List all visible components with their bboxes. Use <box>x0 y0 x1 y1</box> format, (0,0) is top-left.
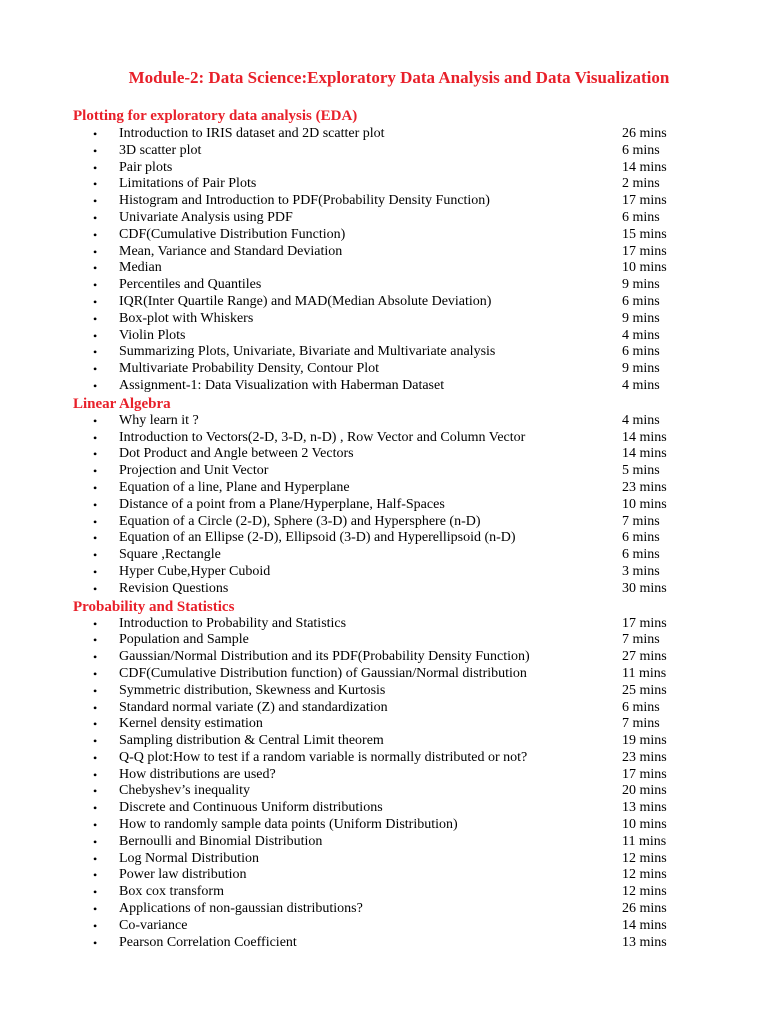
duration-text: 6 mins <box>622 293 660 309</box>
topic-text: Revision Questions <box>119 580 229 596</box>
list-item <box>0 901 768 918</box>
topic-text: Mean, Variance and Standard Deviation <box>119 243 343 259</box>
list-item <box>0 834 768 851</box>
bullet-icon: • <box>93 700 98 715</box>
bullet-icon: • <box>93 784 98 799</box>
list-item <box>0 480 768 497</box>
duration-text: 15 mins <box>622 226 667 242</box>
list-item <box>0 344 768 361</box>
bullet-icon: • <box>93 227 98 242</box>
duration-text: 3 mins <box>622 563 660 579</box>
topic-text: Why learn it ? <box>119 412 199 428</box>
page-title: Module-2: Data Science:Exploratory Data Analysis and Data Visualization <box>128 68 670 87</box>
list-item <box>0 817 768 834</box>
topic-text: Log Normal Distribution <box>119 850 259 866</box>
list-item <box>0 361 768 378</box>
bullet-icon: • <box>93 464 98 479</box>
topic-text: Dot Product and Angle between 2 Vectors <box>119 446 354 462</box>
topic-text: How distributions are used? <box>119 766 276 782</box>
bullet-icon: • <box>93 581 98 596</box>
duration-text: 13 mins <box>622 800 667 816</box>
bullet-icon: • <box>93 868 98 883</box>
bullet-icon: • <box>93 750 98 765</box>
topic-text: Limitations of Pair Plots <box>119 176 257 192</box>
duration-text: 17 mins <box>622 766 667 782</box>
topic-text: Q-Q plot:How to test if a random variable is normally distributed or not? <box>119 749 528 765</box>
duration-text: 23 mins <box>622 479 667 495</box>
duration-text: 7 mins <box>622 632 660 648</box>
list-item <box>0 126 768 143</box>
list-item <box>0 227 768 244</box>
list-item <box>0 700 768 717</box>
list-item <box>0 750 768 767</box>
list-item <box>0 581 768 598</box>
list-item <box>0 800 768 817</box>
duration-text: 6 mins <box>622 344 660 360</box>
duration-text: 6 mins <box>622 209 660 225</box>
duration-text: 12 mins <box>622 850 667 866</box>
topic-text: Univariate Analysis using PDF <box>119 209 293 225</box>
bullet-icon: • <box>93 834 98 849</box>
duration-text: 9 mins <box>622 277 660 293</box>
duration-text: 19 mins <box>622 733 667 749</box>
list-item <box>0 918 768 935</box>
topic-text: Introduction to Vectors(2-D, 3-D, n-D) , Row Vector and Column Vector <box>119 429 526 445</box>
bullet-icon: • <box>93 294 98 309</box>
duration-text: 11 mins <box>622 665 667 681</box>
list-item <box>0 683 768 700</box>
list-item <box>0 783 768 800</box>
duration-text: 6 mins <box>622 699 660 715</box>
duration-text: 4 mins <box>622 377 660 393</box>
topic-text: Distance of a point from a Plane/Hyperplane, Half-Spaces <box>119 496 445 512</box>
bullet-icon: • <box>93 767 98 782</box>
duration-text: 5 mins <box>622 463 660 479</box>
topic-text: Median <box>119 260 162 276</box>
duration-text: 12 mins <box>622 884 667 900</box>
section-heading: Plotting for exploratory data analysis (EDA) <box>73 108 358 124</box>
duration-text: 2 mins <box>622 176 660 192</box>
list-item <box>0 733 768 750</box>
list-item <box>0 564 768 581</box>
bullet-icon: • <box>93 210 98 225</box>
list-item <box>0 193 768 210</box>
list-item <box>0 884 768 901</box>
list-item <box>0 160 768 177</box>
topic-text: Kernel density estimation <box>119 716 263 732</box>
topic-text: Gaussian/Normal Distribution and its PDF(Probability Density Function) <box>119 649 530 665</box>
bullet-icon: • <box>93 160 98 175</box>
list-item <box>0 311 768 328</box>
topic-text: Population and Sample <box>119 632 249 648</box>
duration-text: 27 mins <box>622 649 667 665</box>
duration-text: 12 mins <box>622 867 667 883</box>
section-heading: Linear Algebra <box>73 395 171 412</box>
topic-text: Projection and Unit Vector <box>119 463 269 479</box>
topic-text: Bernoulli and Binomial Distribution <box>119 833 323 849</box>
duration-text: 9 mins <box>622 310 660 326</box>
bullet-icon: • <box>93 413 98 428</box>
topic-text: CDF(Cumulative Distribution function) of Gaussian/Normal distribution <box>119 665 527 681</box>
bullet-icon: • <box>93 447 98 462</box>
duration-text: 9 mins <box>622 361 660 377</box>
topic-text: Equation of an Ellipse (2-D), Ellipsoid (3-D) and Hyperellipsoid (n-D) <box>119 530 516 546</box>
topic-text: Percentiles and Quantiles <box>119 277 262 293</box>
duration-text: 14 mins <box>622 159 667 175</box>
bullet-icon: • <box>93 801 98 816</box>
duration-text: 11 mins <box>622 833 667 849</box>
bullet-icon: • <box>93 633 98 648</box>
duration-text: 14 mins <box>622 446 667 462</box>
bullet-icon: • <box>93 902 98 917</box>
topic-text: Co-variance <box>119 917 188 933</box>
bullet-icon: • <box>93 261 98 276</box>
duration-text: 13 mins <box>622 934 667 950</box>
topic-text: Introduction to IRIS dataset and 2D scatter plot <box>119 126 385 141</box>
duration-text: 7 mins <box>622 716 660 732</box>
topic-text: Violin Plots <box>119 327 186 343</box>
topic-text: Square ,Rectangle <box>119 547 221 563</box>
bullet-icon: • <box>93 345 98 360</box>
topic-text: Discrete and Continuous Uniform distributions <box>119 800 383 816</box>
bullet-icon: • <box>93 514 98 529</box>
duration-text: 6 mins <box>622 142 660 158</box>
duration-text: 23 mins <box>622 749 667 765</box>
topic-text: 3D scatter plot <box>119 142 202 158</box>
topic-text: Equation of a line, Plane and Hyperplane <box>119 479 350 495</box>
duration-text: 14 mins <box>622 917 667 933</box>
list-item <box>0 446 768 463</box>
duration-text: 17 mins <box>622 615 667 631</box>
section-heading: Probability and Statistics <box>73 598 235 615</box>
topic-text: Box-plot with Whiskers <box>119 310 254 326</box>
duration-text: 26 mins <box>622 901 667 917</box>
list-item <box>0 260 768 277</box>
duration-text: 6 mins <box>622 547 660 563</box>
list-item <box>0 413 768 430</box>
topic-text: Chebyshev’s inequality <box>119 783 251 799</box>
topic-text: IQR(Inter Quartile Range) and MAD(Median Absolute Deviation) <box>119 293 492 309</box>
bullet-icon: • <box>93 362 98 377</box>
topic-text: Symmetric distribution, Skewness and Kurtosis <box>119 682 386 698</box>
bullet-icon: • <box>93 818 98 833</box>
duration-text: 25 mins <box>622 682 667 698</box>
bullet-icon: • <box>93 683 98 698</box>
topic-text: Applications of non-gaussian distributions? <box>119 901 363 917</box>
bullet-icon: • <box>93 480 98 495</box>
list-item <box>0 716 768 733</box>
duration-text: 14 mins <box>622 429 667 445</box>
topic-text: Pair plots <box>119 159 173 175</box>
topic-text: Hyper Cube,Hyper Cuboid <box>119 563 271 579</box>
bullet-icon: • <box>93 378 98 393</box>
bullet-icon: • <box>93 194 98 209</box>
bullet-icon: • <box>93 177 98 192</box>
bullet-icon: • <box>93 244 98 259</box>
bullet-icon: • <box>93 127 98 141</box>
bullet-icon: • <box>93 666 98 681</box>
list-item <box>0 430 768 447</box>
topic-text: Multivariate Probability Density, Contour Plot <box>119 361 380 377</box>
topic-text: Pearson Correlation Coefficient <box>119 934 297 950</box>
list-item <box>0 176 768 193</box>
bullet-icon: • <box>93 851 98 866</box>
bullet-icon: • <box>93 918 98 933</box>
duration-text: 30 mins <box>622 580 667 596</box>
bullet-icon: • <box>93 885 98 900</box>
list-item <box>0 210 768 227</box>
bullet-icon: • <box>93 278 98 293</box>
duration-text: 20 mins <box>622 783 667 799</box>
list-item <box>0 514 768 531</box>
duration-text: 4 mins <box>622 327 660 343</box>
bullet-icon: • <box>93 717 98 732</box>
duration-text: 17 mins <box>622 243 667 259</box>
list-item <box>0 328 768 345</box>
bullet-icon: • <box>93 616 98 631</box>
duration-text: 10 mins <box>622 496 667 512</box>
duration-text: 10 mins <box>622 817 667 833</box>
topic-text: CDF(Cumulative Distribution Function) <box>119 226 346 242</box>
list-item <box>0 632 768 649</box>
bullet-icon: • <box>93 548 98 563</box>
topic-text: Box cox transform <box>119 884 224 900</box>
list-item <box>0 547 768 564</box>
bullet-icon: • <box>93 734 98 749</box>
list-item <box>0 935 768 952</box>
topic-text: Introduction to Probability and Statistics <box>119 615 347 631</box>
bullet-icon: • <box>93 650 98 665</box>
bullet-icon: • <box>93 311 98 326</box>
syllabus-content <box>0 106 768 951</box>
topic-text: Sampling distribution & Central Limit theorem <box>119 733 384 749</box>
list-item <box>0 616 768 633</box>
list-item <box>0 867 768 884</box>
bullet-icon: • <box>93 564 98 579</box>
list-item <box>0 277 768 294</box>
topic-text: Assignment-1: Data Visualization with Haberman Dataset <box>119 377 445 393</box>
duration-text: 7 mins <box>622 513 660 529</box>
bullet-icon: • <box>93 143 98 158</box>
duration-text: 4 mins <box>622 412 660 428</box>
bullet-icon: • <box>93 935 98 950</box>
topic-text: Equation of a Circle (2-D), Sphere (3-D) and Hypersphere (n-D) <box>119 513 481 529</box>
duration-text: 17 mins <box>622 193 667 209</box>
topic-text: Standard normal variate (Z) and standardization <box>119 699 388 715</box>
list-item <box>0 294 768 311</box>
bullet-icon: • <box>93 430 98 445</box>
list-item <box>0 497 768 514</box>
topic-text: Summarizing Plots, Univariate, Bivariate and Multivariate analysis <box>119 344 496 360</box>
list-item <box>0 143 768 160</box>
duration-text: 10 mins <box>622 260 667 276</box>
topic-text: Power law distribution <box>119 867 247 883</box>
list-item <box>0 767 768 784</box>
list-item <box>0 666 768 683</box>
list-item <box>0 378 768 395</box>
topic-text: How to randomly sample data points (Uniform Distribution) <box>119 817 458 833</box>
bullet-icon: • <box>93 328 98 343</box>
duration-text: 6 mins <box>622 530 660 546</box>
list-item <box>0 649 768 666</box>
list-item <box>0 244 768 261</box>
bullet-icon: • <box>93 497 98 512</box>
duration-text: 26 mins <box>622 126 667 141</box>
list-item <box>0 851 768 868</box>
topic-text: Histogram and Introduction to PDF(Probability Density Function) <box>119 193 490 209</box>
list-item <box>0 530 768 547</box>
bullet-icon: • <box>93 531 98 546</box>
list-item <box>0 463 768 480</box>
